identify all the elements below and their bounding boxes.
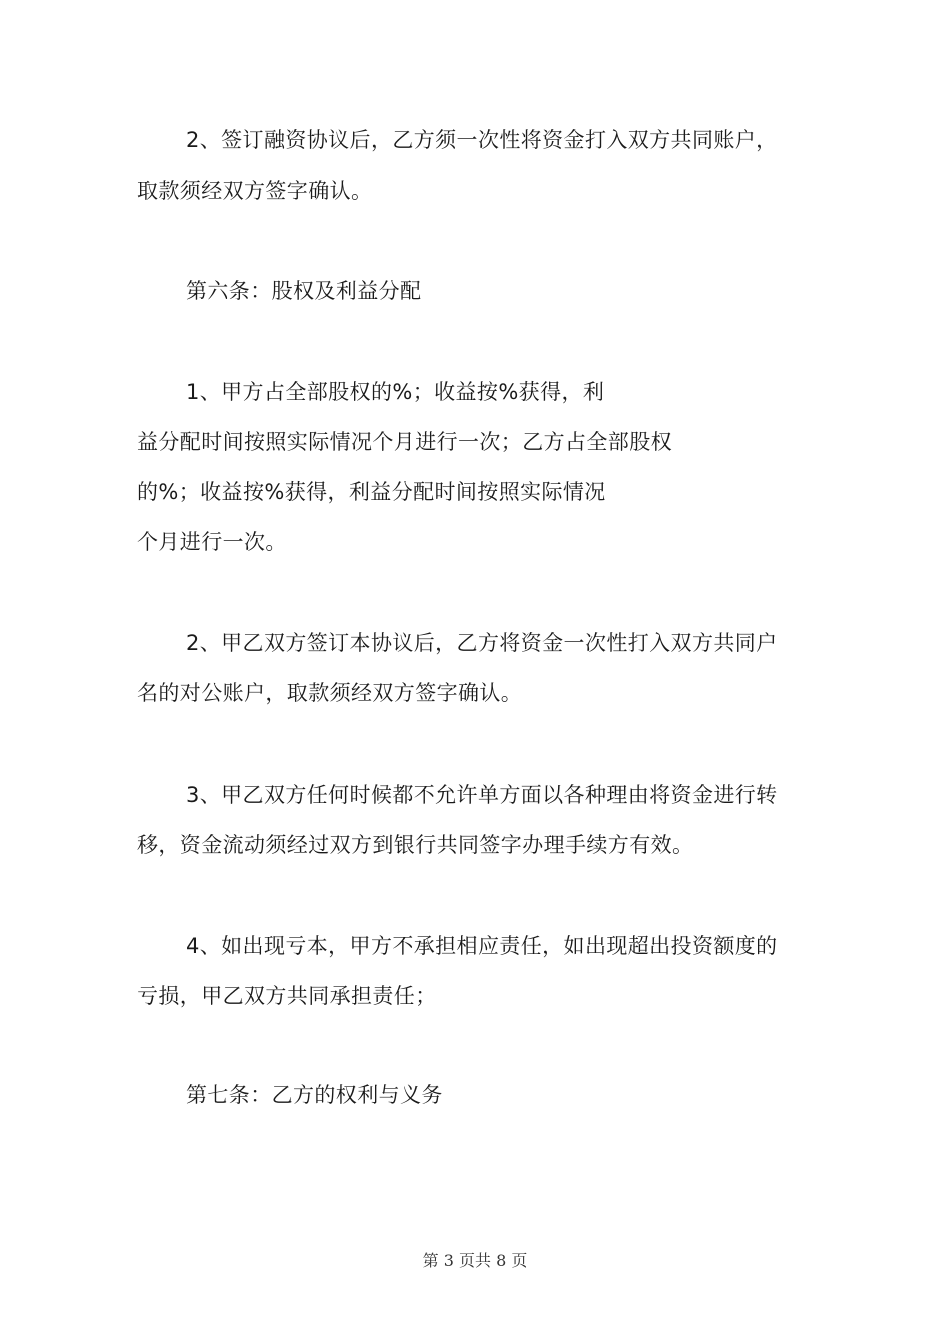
section-heading: 第六条：股权及利益分配 (186, 279, 422, 303)
paragraph-line: 亏损，甲乙双方共同承担责任； (137, 984, 437, 1008)
paragraph-line: 移，资金流动须经过双方到银行共同签字办理手续方有效。 (137, 833, 694, 857)
paragraph-line: 1、甲方占全部股权的%；收益按%获得，利 (186, 380, 605, 404)
paragraph-line: 的%；收益按%获得，利益分配时间按照实际情况 (137, 480, 606, 504)
paragraph-line: 取款须经双方签字确认。 (137, 179, 373, 203)
paragraph-line: 4、如出现亏本，甲方不承担相应责任，如出现超出投资额度的 (186, 934, 778, 958)
page-number-footer: 第 3 页共 8 页 (422, 1251, 528, 1270)
paragraph-line: 2、签订融资协议后，乙方须一次性将资金打入双方共同账户， (186, 128, 778, 152)
paragraph-line: 个月进行一次。 (137, 530, 287, 554)
paragraph-line: 名的对公账户，取款须经双方签字确认。 (137, 681, 523, 705)
paragraph-line: 3、甲乙双方任何时候都不允许单方面以各种理由将资金进行转 (186, 783, 778, 807)
paragraph-line: 2、甲乙双方签订本协议后，乙方将资金一次性打入双方共同户 (186, 631, 778, 655)
paragraph-line: 益分配时间按照实际情况个月进行一次；乙方占全部股权 (137, 430, 672, 454)
section-heading: 第七条：乙方的权利与义务 (186, 1083, 443, 1107)
